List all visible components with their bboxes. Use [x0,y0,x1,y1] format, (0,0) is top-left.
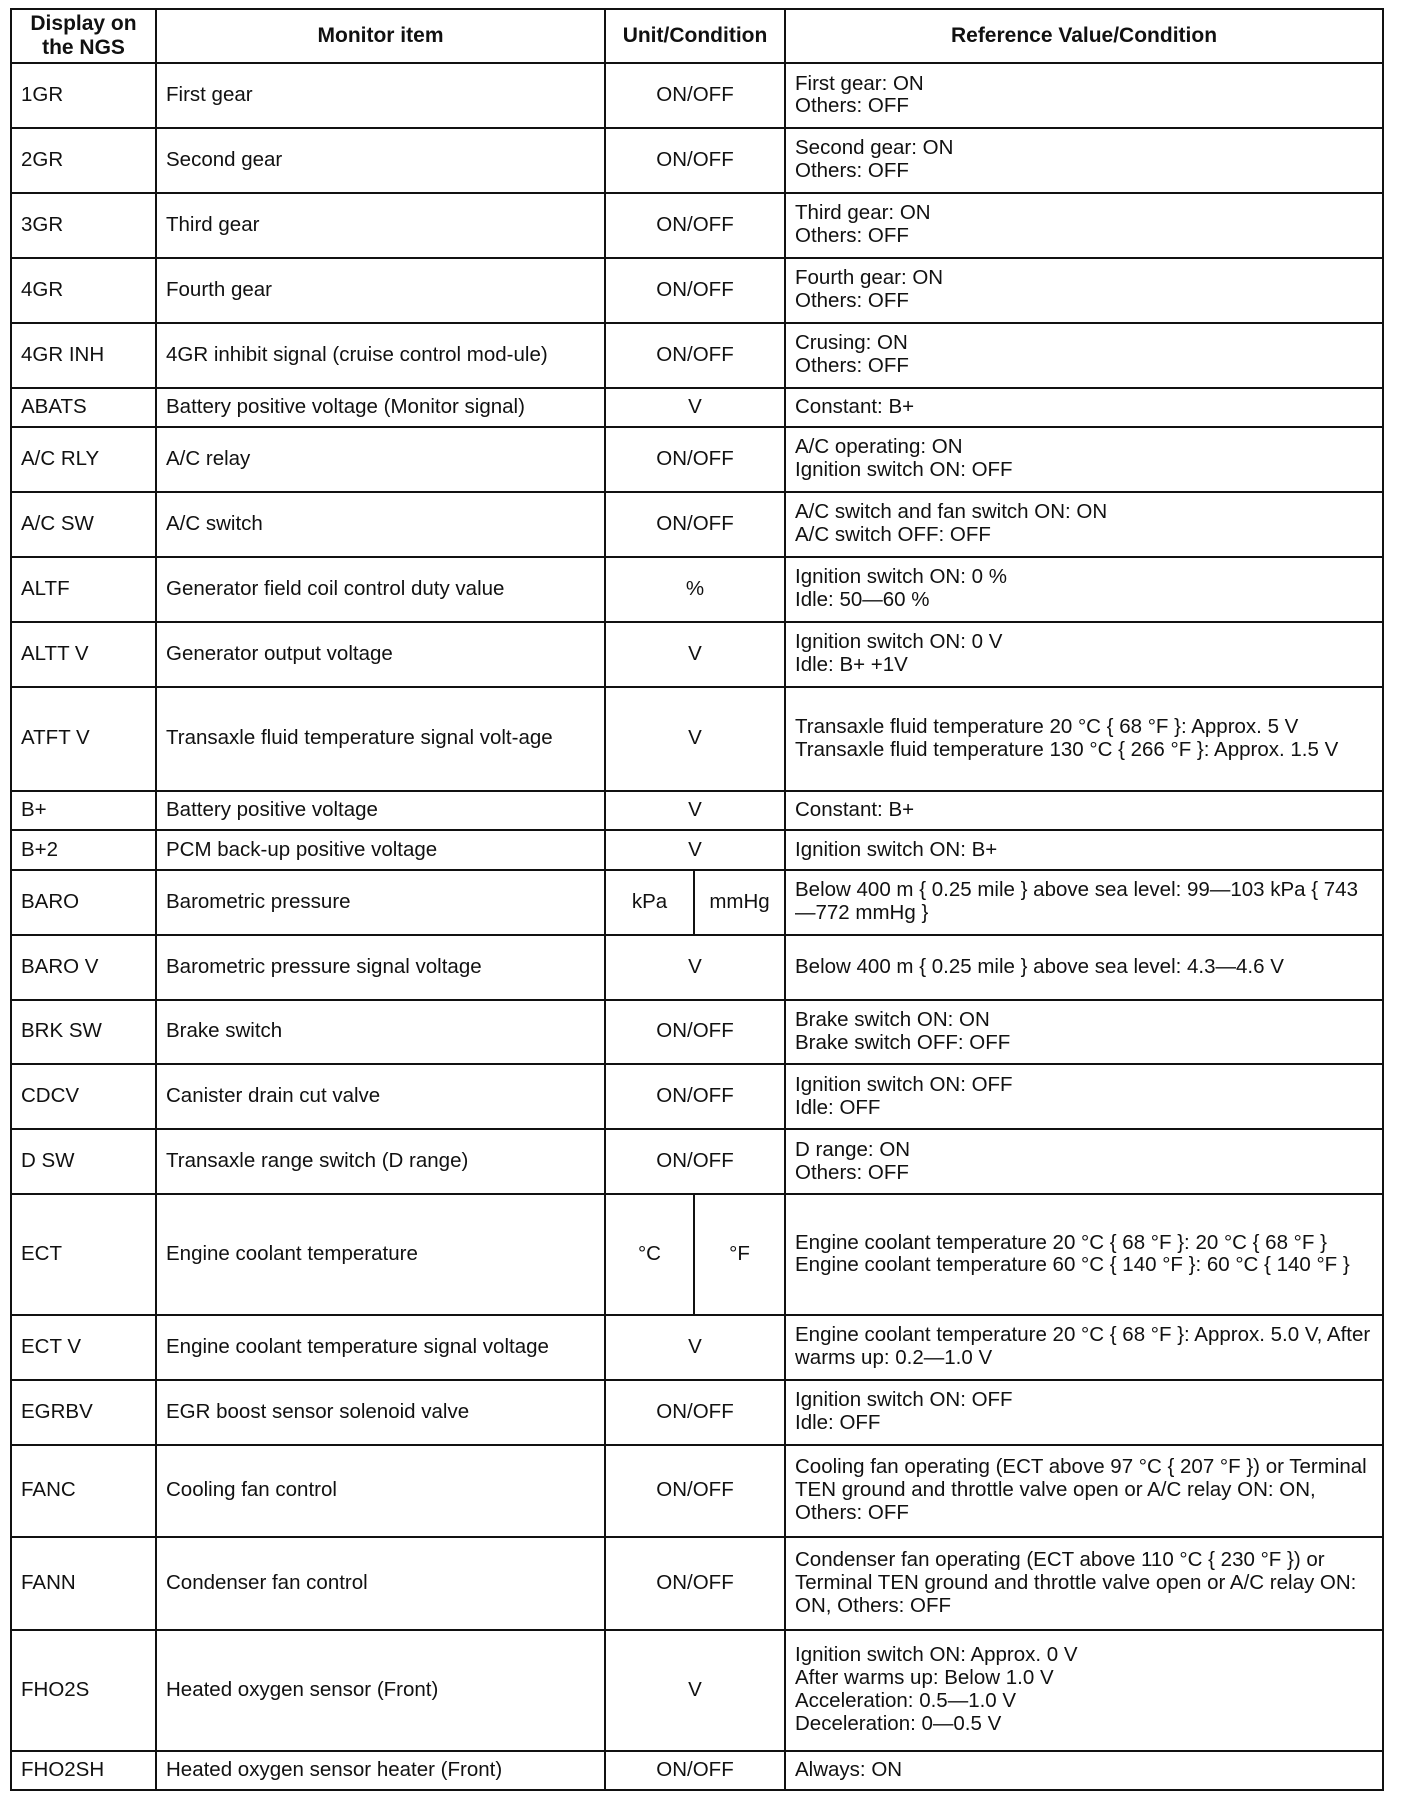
header-display-line1: Display on [30,12,137,36]
cell-display: ALTF [11,557,156,622]
table-row [11,128,1383,193]
cell-display: ECT [11,1194,156,1315]
cell-unit-a: kPa [605,870,694,935]
cell-display: 1GR [11,63,156,128]
cell-unit: ON/OFF [605,193,785,258]
cell-reference [785,1751,1383,1790]
header-row [11,9,1383,63]
cell-display: 2GR [11,128,156,193]
reference-line: Ignition switch ON: OFF [795,1388,1013,1412]
reference-line: Ignition switch ON: OFF [795,458,1013,482]
reference-line: Others: OFF [795,159,909,183]
cell-reference [785,193,1383,258]
cell-reference [785,1064,1383,1129]
cell-reference [785,1194,1383,1315]
cell-monitor-item: Engine coolant temperature [156,1194,605,1315]
cell-reference [785,388,1383,427]
table-row [11,1380,1383,1445]
cell-reference [785,935,1383,1000]
table-row [11,63,1383,128]
cell-monitor-item: EGR boost sensor solenoid valve [156,1380,605,1445]
cell-reference [785,870,1383,935]
table-row [11,1194,1383,1315]
reference-line: Condenser fan operating (ECT above 110 °C { 230 °F }) or Terminal TEN ground and throttle valve open or A/C relay ON: ON, Others: OFF [795,1548,1357,1618]
cell-display: FHO2SH [11,1751,156,1790]
cell-display: ABATS [11,388,156,427]
table-row [11,687,1383,791]
cell-unit: ON/OFF [605,1537,785,1630]
cell-display: 4GR INH [11,323,156,388]
table-row [11,1537,1383,1630]
cell-monitor-item: Fourth gear [156,258,605,323]
cell-reference [785,427,1383,492]
cell-display: B+ [11,791,156,830]
reference-line: Constant: B+ [795,394,915,418]
reference-line: D range: ON [795,1137,911,1161]
cell-display: BARO [11,870,156,935]
reference-line: Engine coolant temperature 60 °C { 140 °F }: 60 °C { 140 °F } [795,1253,1350,1277]
cell-unit: ON/OFF [605,128,785,193]
cell-monitor-item: A/C relay [156,427,605,492]
cell-monitor-item: Barometric pressure signal voltage [156,935,605,1000]
cell-display: EGRBV [11,1380,156,1445]
cell-unit: ON/OFF [605,427,785,492]
reference-line: Others: OFF [795,289,909,313]
reference-line: Transaxle fluid temperature 20 °C { 68 °F }: Approx. 5 V [795,714,1299,738]
reference-line: Fourth gear: ON [795,266,944,290]
cell-monitor-item: PCM back-up positive voltage [156,830,605,869]
table-row [11,622,1383,687]
reference-line: Transaxle fluid temperature 130 °C { 266 °F }: Approx. 1.5 V [795,737,1339,761]
table-row [11,193,1383,258]
cell-unit: V [605,1315,785,1380]
cell-unit: ON/OFF [605,1380,785,1445]
cell-display: A/C SW [11,492,156,557]
cell-unit: ON/OFF [605,63,785,128]
monitor-table [10,8,1384,1791]
cell-unit-b: °F [694,1194,785,1315]
cell-monitor-item: Canister drain cut valve [156,1064,605,1129]
cell-unit: ON/OFF [605,1751,785,1790]
cell-display: CDCV [11,1064,156,1129]
cell-reference [785,622,1383,687]
cell-unit: ON/OFF [605,492,785,557]
reference-line: Acceleration: 0.5—1.0 V [795,1689,1017,1713]
cell-reference [785,63,1383,128]
table-row [11,323,1383,388]
cell-display: D SW [11,1129,156,1194]
reference-line: Third gear: ON [795,201,931,225]
cell-reference [785,1315,1383,1380]
table-row [11,258,1383,323]
cell-unit: V [605,388,785,427]
reference-line: Others: OFF [795,94,909,118]
cell-unit: ON/OFF [605,323,785,388]
reference-line: Ignition switch ON: Approx. 0 V [795,1643,1078,1667]
cell-display: A/C RLY [11,427,156,492]
reference-line: After warms up: Below 1.0 V [795,1666,1054,1690]
cell-reference [785,1445,1383,1538]
cell-reference [785,128,1383,193]
reference-line: Others: OFF [795,1160,909,1184]
cell-unit-a: °C [605,1194,694,1315]
reference-line: Idle: 50—60 % [795,588,930,612]
reference-line: Idle: OFF [795,1095,881,1119]
cell-display: FANC [11,1445,156,1538]
cell-unit: ON/OFF [605,1445,785,1538]
reference-line: Ignition switch ON: OFF [795,1072,1013,1096]
table-row [11,1064,1383,1129]
table-row [11,1000,1383,1065]
cell-unit: ON/OFF [605,1064,785,1129]
cell-monitor-item: Cooling fan control [156,1445,605,1538]
reference-line: Constant: B+ [795,798,915,822]
reference-line: Below 400 m { 0.25 mile } above sea level: 4.3—4.6 V [795,954,1284,978]
cell-monitor-item: First gear [156,63,605,128]
reference-line: Second gear: ON [795,136,954,160]
table-row [11,1315,1383,1380]
cell-unit: V [605,622,785,687]
cell-reference [785,1000,1383,1065]
cell-display: 4GR [11,258,156,323]
table-row [11,1630,1383,1751]
table-row [11,557,1383,622]
reference-line: Always: ON [795,1757,903,1781]
cell-display: BARO V [11,935,156,1000]
cell-monitor-item: Barometric pressure [156,870,605,935]
cell-reference [785,830,1383,869]
reference-line: A/C operating: ON [795,435,963,459]
cell-reference [785,1537,1383,1630]
cell-monitor-item: Condenser fan control [156,1537,605,1630]
reference-line: Others: OFF [795,224,909,248]
table-row [11,492,1383,557]
table-row [11,388,1383,427]
table-row [11,791,1383,830]
reference-line: Engine coolant temperature 20 °C { 68 °F }: Approx. 5.0 V, After warms up: 0.2—1.0 V [795,1323,1371,1370]
reference-line: A/C switch and fan switch ON: ON [795,500,1108,524]
cell-monitor-item: Second gear [156,128,605,193]
cell-display: B+2 [11,830,156,869]
table-row [11,1129,1383,1194]
cell-monitor-item: Transaxle fluid temperature signal volt-age [156,687,605,791]
reference-line: Deceleration: 0—0.5 V [795,1712,1002,1736]
cell-reference [785,258,1383,323]
table-row [11,830,1383,869]
header-unit-condition: Unit/Condition [605,9,785,63]
cell-monitor-item: Heated oxygen sensor heater (Front) [156,1751,605,1790]
cell-monitor-item: Battery positive voltage (Monitor signal) [156,388,605,427]
cell-monitor-item: Engine coolant temperature signal voltage [156,1315,605,1380]
cell-reference [785,687,1383,791]
reference-line: Crusing: ON [795,331,908,355]
cell-unit: V [605,830,785,869]
cell-monitor-item: Generator output voltage [156,622,605,687]
reference-line: Engine coolant temperature 20 °C { 68 °F }: 20 °C { 68 °F } [795,1230,1327,1254]
cell-monitor-item: Heated oxygen sensor (Front) [156,1630,605,1751]
cell-reference [785,1129,1383,1194]
reference-line: Others: OFF [795,354,909,378]
reference-line: Ignition switch ON: 0 V [795,630,1003,654]
cell-display: ECT V [11,1315,156,1380]
table-row [11,427,1383,492]
cell-unit: ON/OFF [605,258,785,323]
reference-line: Idle: B+ +1V [795,653,908,677]
reference-line: Ignition switch ON: 0 % [795,565,1007,589]
cell-monitor-item: A/C switch [156,492,605,557]
table-row [11,870,1383,935]
cell-unit: V [605,687,785,791]
cell-unit: ON/OFF [605,1000,785,1065]
cell-display: FANN [11,1537,156,1630]
cell-reference [785,1630,1383,1751]
table-row [11,935,1383,1000]
cell-display: FHO2S [11,1630,156,1751]
reference-line: Brake switch ON: ON [795,1008,990,1031]
cell-unit: % [605,557,785,622]
reference-line: Idle: OFF [795,1411,881,1435]
header-display-line2: the NGS [42,36,125,59]
cell-monitor-item: Brake switch [156,1000,605,1065]
cell-display: 3GR [11,193,156,258]
cell-monitor-item: 4GR inhibit signal (cruise control mod-ule) [156,323,605,388]
cell-unit-b: mmHg [694,870,785,935]
cell-reference [785,1380,1383,1445]
reference-line: Ignition switch ON: B+ [795,837,998,861]
reference-line: Cooling fan operating (ECT above 97 °C { 207 °F }) or Terminal TEN ground and throttle valve open or A/C relay ON: ON, Others: OFF [795,1455,1367,1525]
header-display [11,9,156,63]
cell-monitor-item: Third gear [156,193,605,258]
reference-line: Below 400 m { 0.25 mile } above sea level: 99—103 kPa { 743—772 mmHg } [795,878,1358,925]
cell-reference [785,492,1383,557]
cell-reference [785,557,1383,622]
cell-display: BRK SW [11,1000,156,1065]
table-row [11,1445,1383,1538]
cell-monitor-item: Battery positive voltage [156,791,605,830]
cell-unit: V [605,1630,785,1751]
reference-line: A/C switch OFF: OFF [795,523,991,547]
cell-unit: ON/OFF [605,1129,785,1194]
table-row [11,1751,1383,1790]
cell-display: ALTT V [11,622,156,687]
header-monitor-item: Monitor item [156,9,605,63]
cell-unit: V [605,935,785,1000]
reference-line: First gear: ON [795,71,924,95]
cell-reference [785,323,1383,388]
cell-reference [785,791,1383,830]
cell-monitor-item: Generator field coil control duty value [156,557,605,622]
cell-monitor-item: Transaxle range switch (D range) [156,1129,605,1194]
cell-unit: V [605,791,785,830]
header-reference: Reference Value/Condition [785,9,1383,63]
reference-line: Brake switch OFF: OFF [795,1030,1011,1054]
cell-display: ATFT V [11,687,156,791]
